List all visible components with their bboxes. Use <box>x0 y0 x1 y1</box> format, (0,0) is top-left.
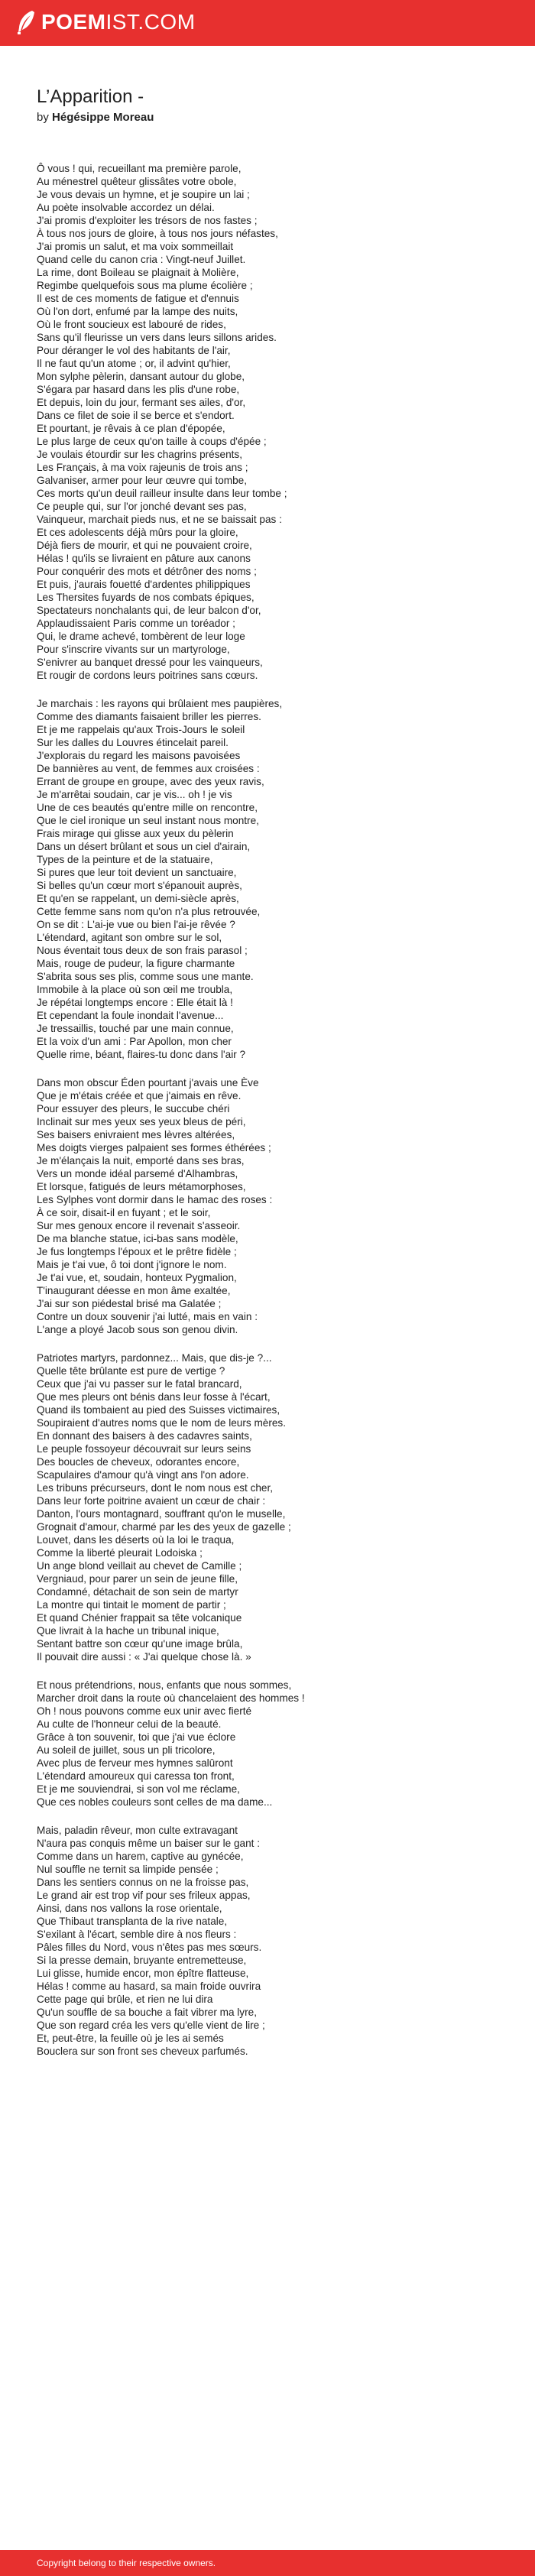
poem-line: Dans leur forte poitrine avaient un cœur de chair : <box>37 1495 266 1507</box>
poem-line: Les Thersites fuyards de nos combats épiques, <box>37 592 255 603</box>
poem-line: Je tressaillis, touché par une main connue, <box>37 1023 234 1034</box>
poem-line: Mais, rouge de pudeur, la figure charmante <box>37 958 235 969</box>
poem-line: Je m'élançais la nuit, emporté dans ses bras, <box>37 1155 245 1166</box>
poem-line: Les Français, à ma voix rajeunis de trois ans ; <box>37 462 248 473</box>
poem-line: Pâles filles du Nord, vous n'êtes pas mes sœurs. <box>37 1942 262 1953</box>
poem-line: Et lorsque, fatigués de leurs métamorphoses, <box>37 1181 246 1192</box>
poem-line: Il pouvait dire aussi : « J'ai quelque chose là. » <box>37 1651 251 1663</box>
poem-line: Danton, l'ours montagnard, souffrant qu'on le muselle, <box>37 1508 286 1520</box>
poem-line: Nul souffle ne ternit sa limpide pensée ; <box>37 1864 219 1875</box>
poem-line: Errant de groupe en groupe, avec des yeux ravis, <box>37 776 264 787</box>
poem-line: Que Thibaut transplanta de la rive natale, <box>37 1916 228 1927</box>
poem-line: Et qu'en se rappelant, un demi-siècle après, <box>37 893 239 904</box>
poem-line: Et rougir de cordons leurs poitrines sans cœurs. <box>37 670 258 681</box>
poem-line: Mes doigts vierges palpaient ses formes éthérées ; <box>37 1142 271 1153</box>
poem-line: Lui glisse, humide encor, mon épître flatteuse, <box>37 1968 249 1979</box>
poem-line: Il est de ces moments de fatigue et d'ennuis <box>37 293 239 304</box>
poem-line: Qu'un souffle de sa bouche a fait vibrer ma lyre, <box>37 2007 257 2018</box>
poem-line: Oh ! nous pouvons comme eux unir avec fierté <box>37 1705 252 1717</box>
poem-line: Scapulaires d'amour qu'à vingt ans l'on adore. <box>37 1469 249 1481</box>
poem-line: Inclinait sur mes yeux ses yeux bleus de péri, <box>37 1116 246 1127</box>
poem-line: Dans un désert brûlant et sous un ciel d'airain, <box>37 841 251 852</box>
poem-body <box>37 162 511 2073</box>
poem-line: Et puis, j'aurais fouetté d'ardentes philippiques <box>37 579 251 590</box>
poem-line: Et je me rappelais qu'aux Trois-Jours le soleil <box>37 724 245 735</box>
poem-line: S'égara par hasard dans les plis d'une robe, <box>37 384 240 395</box>
poem-line: Je répétai longtemps encore : Elle était là ! <box>37 997 233 1008</box>
poem-line: Ses baisers enivraient mes lèvres altérées, <box>37 1129 235 1140</box>
poem-line: J'explorais du regard les maisons pavoisées <box>37 750 241 761</box>
poem-line: Vers un monde idéal parsemé d'Alhambras, <box>37 1168 238 1179</box>
poem-line: Quand celle du canon cria : Vingt-neuf Juillet. <box>37 254 246 265</box>
poem-line: Qui, le drame achevé, tombèrent de leur loge <box>37 631 245 642</box>
poem-line: Patriotes martyrs, pardonnez... Mais, que dis-je ?... <box>37 1352 272 1364</box>
poem-line: Ô vous ! qui, recueillant ma première parole, <box>37 163 242 174</box>
poem-line: Avec plus de ferveur mes hymnes salûront <box>37 1757 233 1769</box>
poem-line: Sur mes genoux encore il revenait s'asseoir. <box>37 1220 241 1231</box>
poem-line: Je m'arrêtai soudain, car je vis... oh ! je vis <box>37 789 232 800</box>
poem-stanza <box>37 1351 511 1663</box>
poem-line: Où le front soucieux est labouré de rides, <box>37 319 226 330</box>
byline-prefix: by <box>37 111 49 124</box>
poem-line: Condamné, détachait de son sein de martyr <box>37 1586 238 1598</box>
poem-line: Mais je t'ai vue, ô toi dont j'ignore le nom. <box>37 1259 227 1270</box>
poem-line: Et ces adolescents déjà mûrs pour la gloire, <box>37 527 238 538</box>
poem-line: Mais, paladin rêveur, mon culte extravagant <box>37 1825 238 1836</box>
poem-line: Grognait d'amour, charmé par les des yeux de gazelle ; <box>37 1521 291 1533</box>
poem-line: L'ange a ployé Jacob sous son genou divin. <box>37 1324 238 1335</box>
poem-header <box>37 86 154 125</box>
poem-line: Frais mirage qui glisse aux yeux du pèlerin <box>37 828 234 839</box>
poem-line: Où l'on dort, enfumé par la lampe des nuits, <box>37 306 238 317</box>
poem-line: Ceux que j'ai vu passer sur le fatal brancard, <box>37 1378 242 1390</box>
poem-line: Et pourtant, je rêvais à ce plan d'épopée, <box>37 423 225 434</box>
poem-line: De bannières au vent, de femmes aux croisées : <box>37 763 260 774</box>
poem-line: Que son regard créa les vers qu'elle vient de lire ; <box>37 2020 265 2031</box>
author-link[interactable]: Hégésippe Moreau <box>52 111 154 124</box>
poem-line: Vergniaud, pour parer un sein de jeune fille, <box>37 1573 238 1585</box>
poem-line: Et nous prétendrions, nous, enfants que nous sommes, <box>37 1679 292 1691</box>
poem-line: Quelle rime, béant, flaires-tu donc dans l'air ? <box>37 1049 246 1060</box>
poem-line: Dans les sentiers connus on ne la froisse pas, <box>37 1877 249 1888</box>
poem-stanza <box>37 697 511 1061</box>
poem-stanza <box>37 162 511 682</box>
poem-line: Immobile à la place où son œil me troubla, <box>37 984 233 995</box>
poem-line: Spectateurs nonchalants qui, de leur balcon d'or, <box>37 605 261 616</box>
poem-line: S'abrita sous ses plis, comme sous une mante. <box>37 971 254 982</box>
poem-line: Que mes pleurs ont bénis dans leur fosse à l'écart, <box>37 1391 271 1403</box>
poem-line: De ma blanche statue, ici-bas sans modèle, <box>37 1233 238 1244</box>
poem-line: Il ne faut qu'un atome ; or, il advint qu'hier, <box>37 358 231 369</box>
poem-line: Je voulais étourdir sur les chagrins présents, <box>37 449 242 460</box>
poem-line: Regimbe quelquefois sous ma plume écolière ; <box>37 280 253 291</box>
poem-line: Cette page qui brûle, et rien ne lui dira <box>37 1994 213 2005</box>
poem-line: Au soleil de juillet, sous un pli tricolore, <box>37 1744 216 1756</box>
poem-line: Et quand Chénier frappait sa tête volcanique <box>37 1612 242 1624</box>
poem-line: Que le ciel ironique un seul instant nous montre, <box>37 815 259 826</box>
poem-line: Et depuis, loin du jour, fermant ses ailes, d'or, <box>37 397 246 408</box>
poem-line: La rime, dont Boileau se plaignait à Molière, <box>37 267 239 278</box>
poem-line: Grâce à ton souvenir, toi que j'ai vue éclore <box>37 1731 236 1743</box>
poem-line: Pour essuyer des pleurs, le succube chéri <box>37 1103 230 1114</box>
poem-line: Applaudissaient Paris comme un toréador ; <box>37 618 235 629</box>
poem-line: S'exilant à l'écart, semble dire à nos fleurs : <box>37 1929 237 1940</box>
site-logo[interactable] <box>15 9 196 35</box>
poem-line: J'ai promis d'exploiter les trésors de nos fastes ; <box>37 215 258 226</box>
poem-stanza <box>37 1824 511 2058</box>
poem-line: En donnant des baisers à des cadavres saints, <box>37 1430 252 1442</box>
poem-line: Pour s'inscrire vivants sur un martyrologe, <box>37 644 230 655</box>
feather-pen-icon <box>15 9 37 35</box>
poem-line: L'étendard, agitant son ombre sur le sol, <box>37 932 222 943</box>
poem-line: Que livrait à la hache un tribunal inique, <box>37 1625 219 1637</box>
copyright-text: Copyright belong to their respective owners. <box>37 2558 216 2568</box>
footer <box>0 2550 535 2576</box>
poem-line: Que je m'étais créée et que j'aimais en rêve. <box>37 1090 242 1101</box>
poem-line: Quand ils tombaient au pied des Suisses victimaires, <box>37 1404 280 1416</box>
poem-line: Et cependant la foule inondait l'avenue... <box>37 1010 224 1021</box>
poem-line: Que ces nobles couleurs sont celles de ma dame... <box>37 1796 273 1808</box>
poem-line: Si belles qu'un cœur mort s'épanouit auprès, <box>37 880 242 891</box>
poem-line: Les tribuns précurseurs, dont le nom nous est cher, <box>37 1482 274 1494</box>
poem-line: Comme la liberté pleurait Lodoiska ; <box>37 1547 203 1559</box>
poem-line: Ces morts qu'un deuil railleur insulte dans leur tombe ; <box>37 488 287 499</box>
poem-line: Quelle tête brûlante est pure de vertige ? <box>37 1365 225 1377</box>
poem-line: Hélas ! comme au hasard, sa main froide ouvrira <box>37 1981 261 1992</box>
brand-name: POEMIST.COM <box>41 10 196 34</box>
poem-line: Le grand air est trop vif pour ses frileux appas, <box>37 1890 251 1901</box>
poem-line: Pour déranger le vol des habitants de l'air, <box>37 345 231 356</box>
poem-line: À tous nos jours de gloire, à tous nos jours néfastes, <box>37 228 278 239</box>
poem-line: J'ai promis un salut, et ma voix sommeillait <box>37 241 234 252</box>
poem-line: Si la presse demain, bruyante entremetteuse, <box>37 1955 247 1966</box>
byline <box>37 110 154 125</box>
poem-line: Je vous devais un hymne, et je soupire un lai ; <box>37 189 250 200</box>
poem-line: Comme des diamants faisaient briller les pierres. <box>37 711 261 722</box>
poem-line: Galvaniser, armer pour leur œuvre qui tombe, <box>37 475 248 486</box>
poem-line: Ainsi, dans nos vallons la rose orientale, <box>37 1903 222 1914</box>
poem-line: Contre un doux souvenir j'ai lutté, mais en vain : <box>37 1311 258 1322</box>
poem-line: Au poète insolvable accordez un délai. <box>37 202 215 213</box>
poem-line: Louvet, dans les déserts où la loi le traqua, <box>37 1534 235 1546</box>
poem-line: Hélas ! qu'ils se livraient en pâture aux canons <box>37 553 251 564</box>
poem-line: Nous éventait tous deux de son frais parasol ; <box>37 945 248 956</box>
poem-line: Pour conquérir des mots et détrôner des noms ; <box>37 566 257 577</box>
poem-line: Je t'ai vue, et, soudain, honteux Pygmalion, <box>37 1272 237 1283</box>
poem-line: Je marchais : les rayons qui brûlaient mes paupières, <box>37 698 283 709</box>
poem-line: Sur les dalles du Louvres étincelait pareil. <box>37 737 229 748</box>
poem-line: Je fus longtemps l'époux et le prêtre fidèle ; <box>37 1246 237 1257</box>
poem-line: Ce peuple qui, sur l'or jonché devant ses pas, <box>37 501 247 512</box>
poem-line: Vainqueur, marchait pieds nus, et ne se baissait pas : <box>37 514 282 525</box>
poem-line: Sentant battre son cœur qu'une image brûla, <box>37 1638 243 1650</box>
poem-line: T'inaugurant déesse en mon âme exaltée, <box>37 1285 231 1296</box>
poem-line: Et, peut-être, la feuille où je les ai semés <box>37 2033 224 2044</box>
poem-line: J'ai sur son piédestal brisé ma Galatée ; <box>37 1298 222 1309</box>
poem-stanza <box>37 1076 511 1336</box>
poem-line: Marcher droit dans la route où chancelaient des hommes ! <box>37 1692 305 1704</box>
poem-line: Et je me souviendrai, si son vol me réclame, <box>37 1783 240 1795</box>
poem-line: La montre qui tintait le moment de partir ; <box>37 1599 226 1611</box>
poem-stanza <box>37 1679 511 1809</box>
poem-line: S'enivrer au banquet dressé pour les vainqueurs, <box>37 657 263 668</box>
poem-line: Des boucles de cheveux, odorantes encore, <box>37 1456 240 1468</box>
poem-line: Et la voix d'un ami : Par Apollon, mon cher <box>37 1036 232 1047</box>
poem-line: Comme dans un harem, captive au gynécée, <box>37 1851 244 1862</box>
poem-line: Soupiraient d'autres noms que le nom de leurs mères. <box>37 1417 286 1429</box>
poem-line: Le peuple fossoyeur découvrait sur leurs seins <box>37 1443 251 1455</box>
poem-line: À ce soir, disait-il en fuyant ; et le soir, <box>37 1207 211 1218</box>
poem-line: Mon sylphe pèlerin, dansant autour du globe, <box>37 371 245 382</box>
poem-line: Dans mon obscur Éden pourtant j'avais une Ève <box>37 1077 259 1088</box>
poem-line: Sans qu'il fleurisse un vers dans leurs sillons arides. <box>37 332 277 343</box>
poem-line: On se dit : L'ai-je vue ou bien l'ai-je rêvée ? <box>37 919 235 930</box>
poem-line: Un ange blond veillait au chevet de Camille ; <box>37 1560 242 1572</box>
poem-line: Au culte de l'honneur celui de la beauté. <box>37 1718 222 1730</box>
poem-title: L’Apparition - <box>37 86 144 107</box>
poem-line: Bouclera sur son front ses cheveux parfumés. <box>37 2046 248 2057</box>
poem-line: L'étendard amoureux qui caressa ton front, <box>37 1770 235 1782</box>
poem-line: Dans ce filet de soie il se berce et s'endort. <box>37 410 235 421</box>
poem-line: Au ménestrel quêteur glissâtes votre obole, <box>37 176 237 187</box>
poem-line: Une de ces beautés qu'entre mille on rencontre, <box>37 802 258 813</box>
poem-line: Déjà fiers de mourir, et qui ne pouvaient croire, <box>37 540 252 551</box>
top-bar <box>0 0 535 46</box>
poem-line: Cette femme sans nom qu'on n'a plus retrouvée, <box>37 906 261 917</box>
poem-line: Les Sylphes vont dormir dans le hamac des roses : <box>37 1194 273 1205</box>
poem-line: N'aura pas conquis même un baiser sur le gant : <box>37 1838 260 1849</box>
poem-line: Le plus large de ceux qu'on taille à coups d'épée ; <box>37 436 267 447</box>
poem-line: Types de la peinture et de la statuaire, <box>37 854 213 865</box>
poem-line: Si pures que leur toit devient un sanctuaire, <box>37 867 237 878</box>
